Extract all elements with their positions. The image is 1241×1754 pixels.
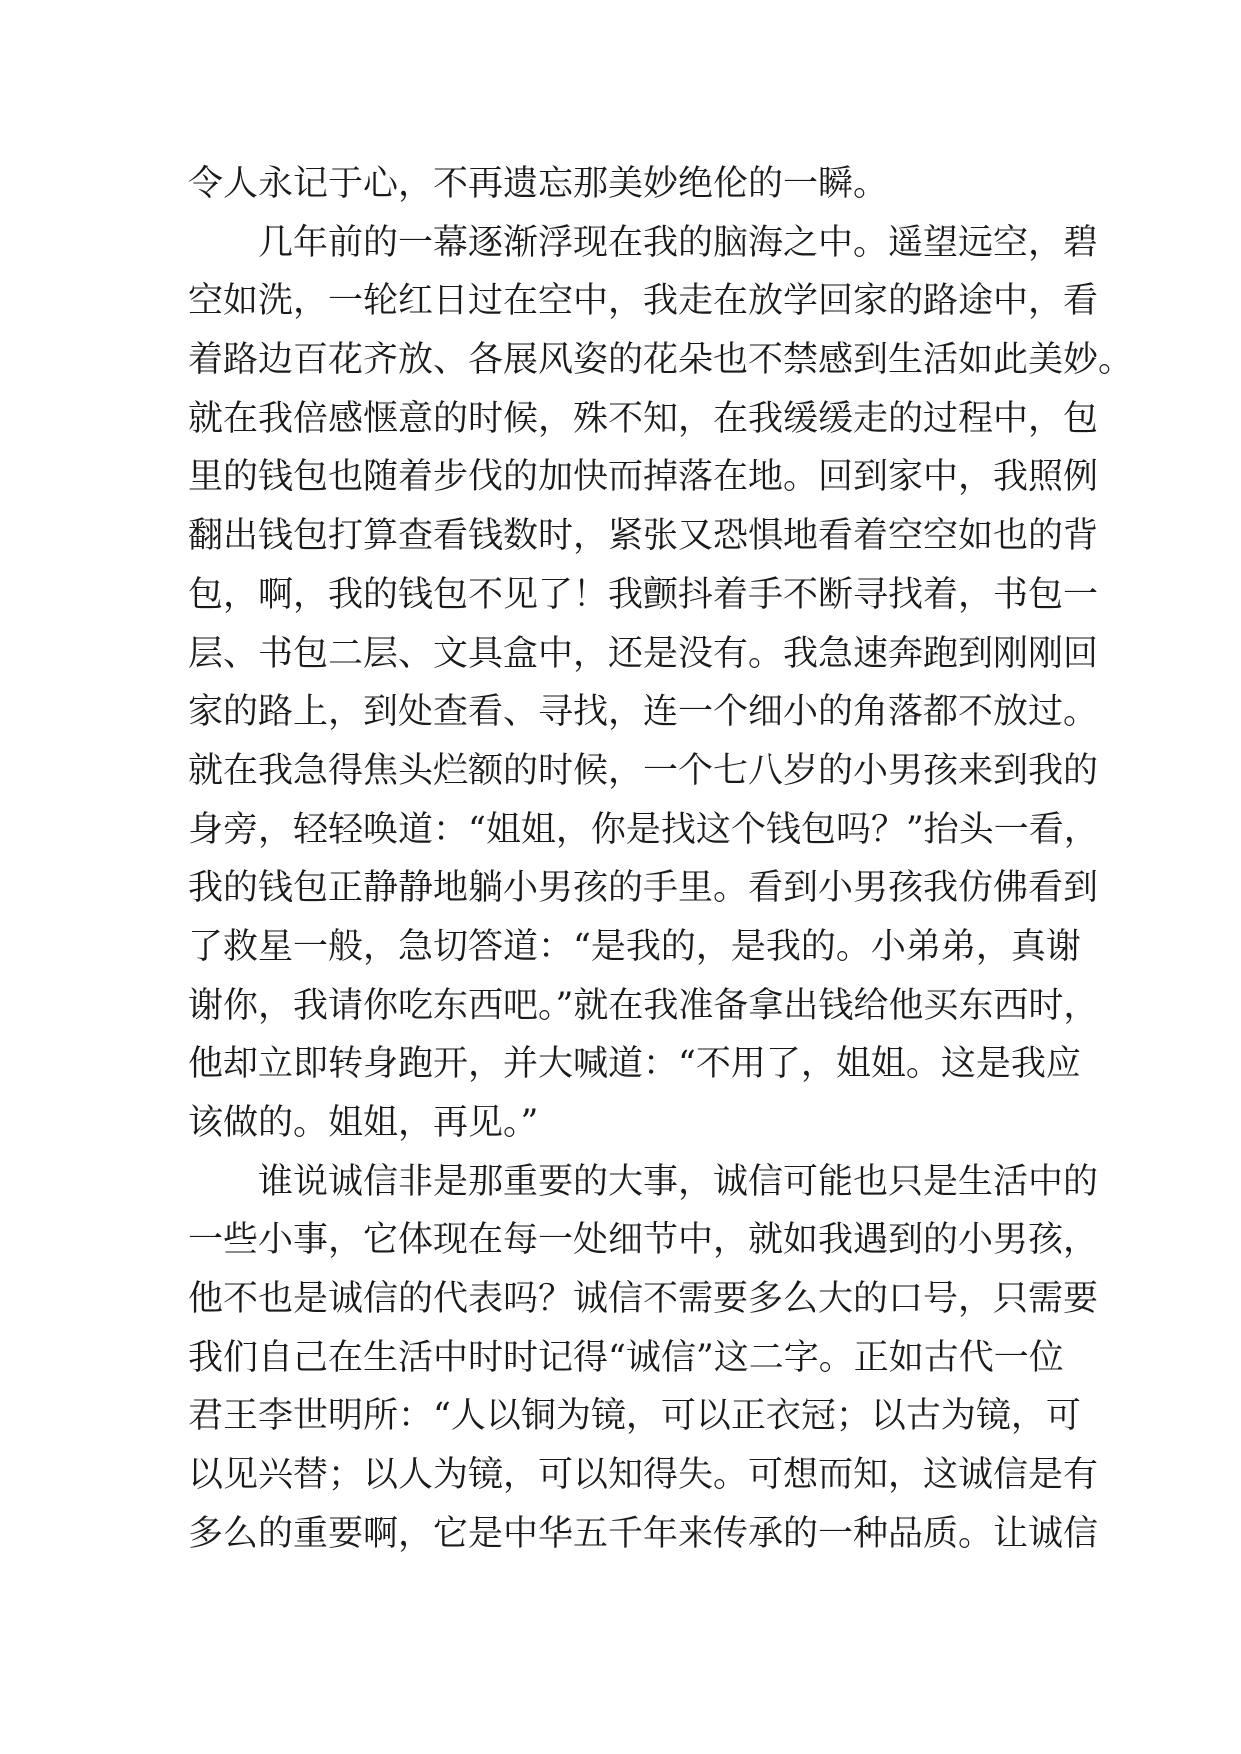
text-line: 层、书包二层、文具盒中，还是没有。我急速奔跑到刚刚回 — [188, 633, 1099, 674]
text-line: 该做的。姐姐，再见。” — [188, 1103, 539, 1143]
text-line: 就在我倍感惬意的时候，殊不知，在我缓缓走的过程中，包 — [188, 398, 1099, 439]
text-line: 君王李世明所：“人以铜为镜，可以正衣冠；以古为镜，可 — [188, 1396, 1081, 1437]
text-line: 谢你，我请你吃东西吧。”就在我准备拿出钱给他买东西时， — [188, 985, 1099, 1026]
text-line: 他却立即转身跑开，并大喊道：“不用了，姐姐。这是我应 — [188, 1044, 1081, 1085]
text-line: 以见兴替；以人为镜，可以知得失。可想而知，这诚信是有 — [188, 1455, 1099, 1496]
text-line: 他不也是诚信的代表吗？诚信不需要多么大的口号，只需要 — [188, 1279, 1099, 1320]
text-line: 空如洗，一轮红日过在空中，我走在放学回家的路途中，看 — [188, 281, 1099, 322]
text-line: 令人永记于心，不再遗忘那美妙绝伦的一瞬。 — [188, 164, 889, 204]
text-line: 我们自己在生活中时时记得“诚信”这二字。正如古代一位 — [188, 1337, 1064, 1378]
paragraph-first-line: 谁说诚信非是那重要的大事，诚信可能也只是生活中的 — [258, 1161, 1099, 1202]
text-line: 一些小事，它体现在每一处细节中，就如我遇到的小男孩， — [188, 1220, 1099, 1261]
text-line: 翻出钱包打算查看钱数时，紧张又恐惧地看着空空如也的背 — [188, 516, 1099, 557]
text-line: 包，啊，我的钱包不见了！我颤抖着手不断寻找着，书包一 — [188, 574, 1099, 615]
text-line: 着路边百花齐放、各展风姿的花朵也不禁感到生活如此美妙。 — [188, 340, 1134, 381]
text-line: 多么的重要啊，它是中华五千年来传承的一种品质。让诚信 — [188, 1513, 1099, 1554]
body-text — [188, 155, 1134, 1564]
text-line: 家的路上，到处查看、寻找，连一个细小的角落都不放过。 — [188, 692, 1099, 733]
text-line: 我的钱包正静静地躺小男孩的手里。看到小男孩我仿佛看到 — [188, 868, 1099, 909]
text-line: 里的钱包也随着步伐的加快而掉落在地。回到家中，我照例 — [188, 457, 1099, 498]
paragraph-first-line: 几年前的一幕逐渐浮现在我的脑海之中。遥望远空，碧 — [258, 222, 1099, 263]
text-line: 就在我急得焦头烂额的时候，一个七八岁的小男孩来到我的 — [188, 750, 1099, 791]
text-line: 了救星一般，急切答道：“是我的，是我的。小弟弟，真谢 — [188, 926, 1081, 967]
text-line: 身旁，轻轻唤道：“姐姐，你是找这个钱包吗？”抬头一看， — [188, 809, 1099, 850]
